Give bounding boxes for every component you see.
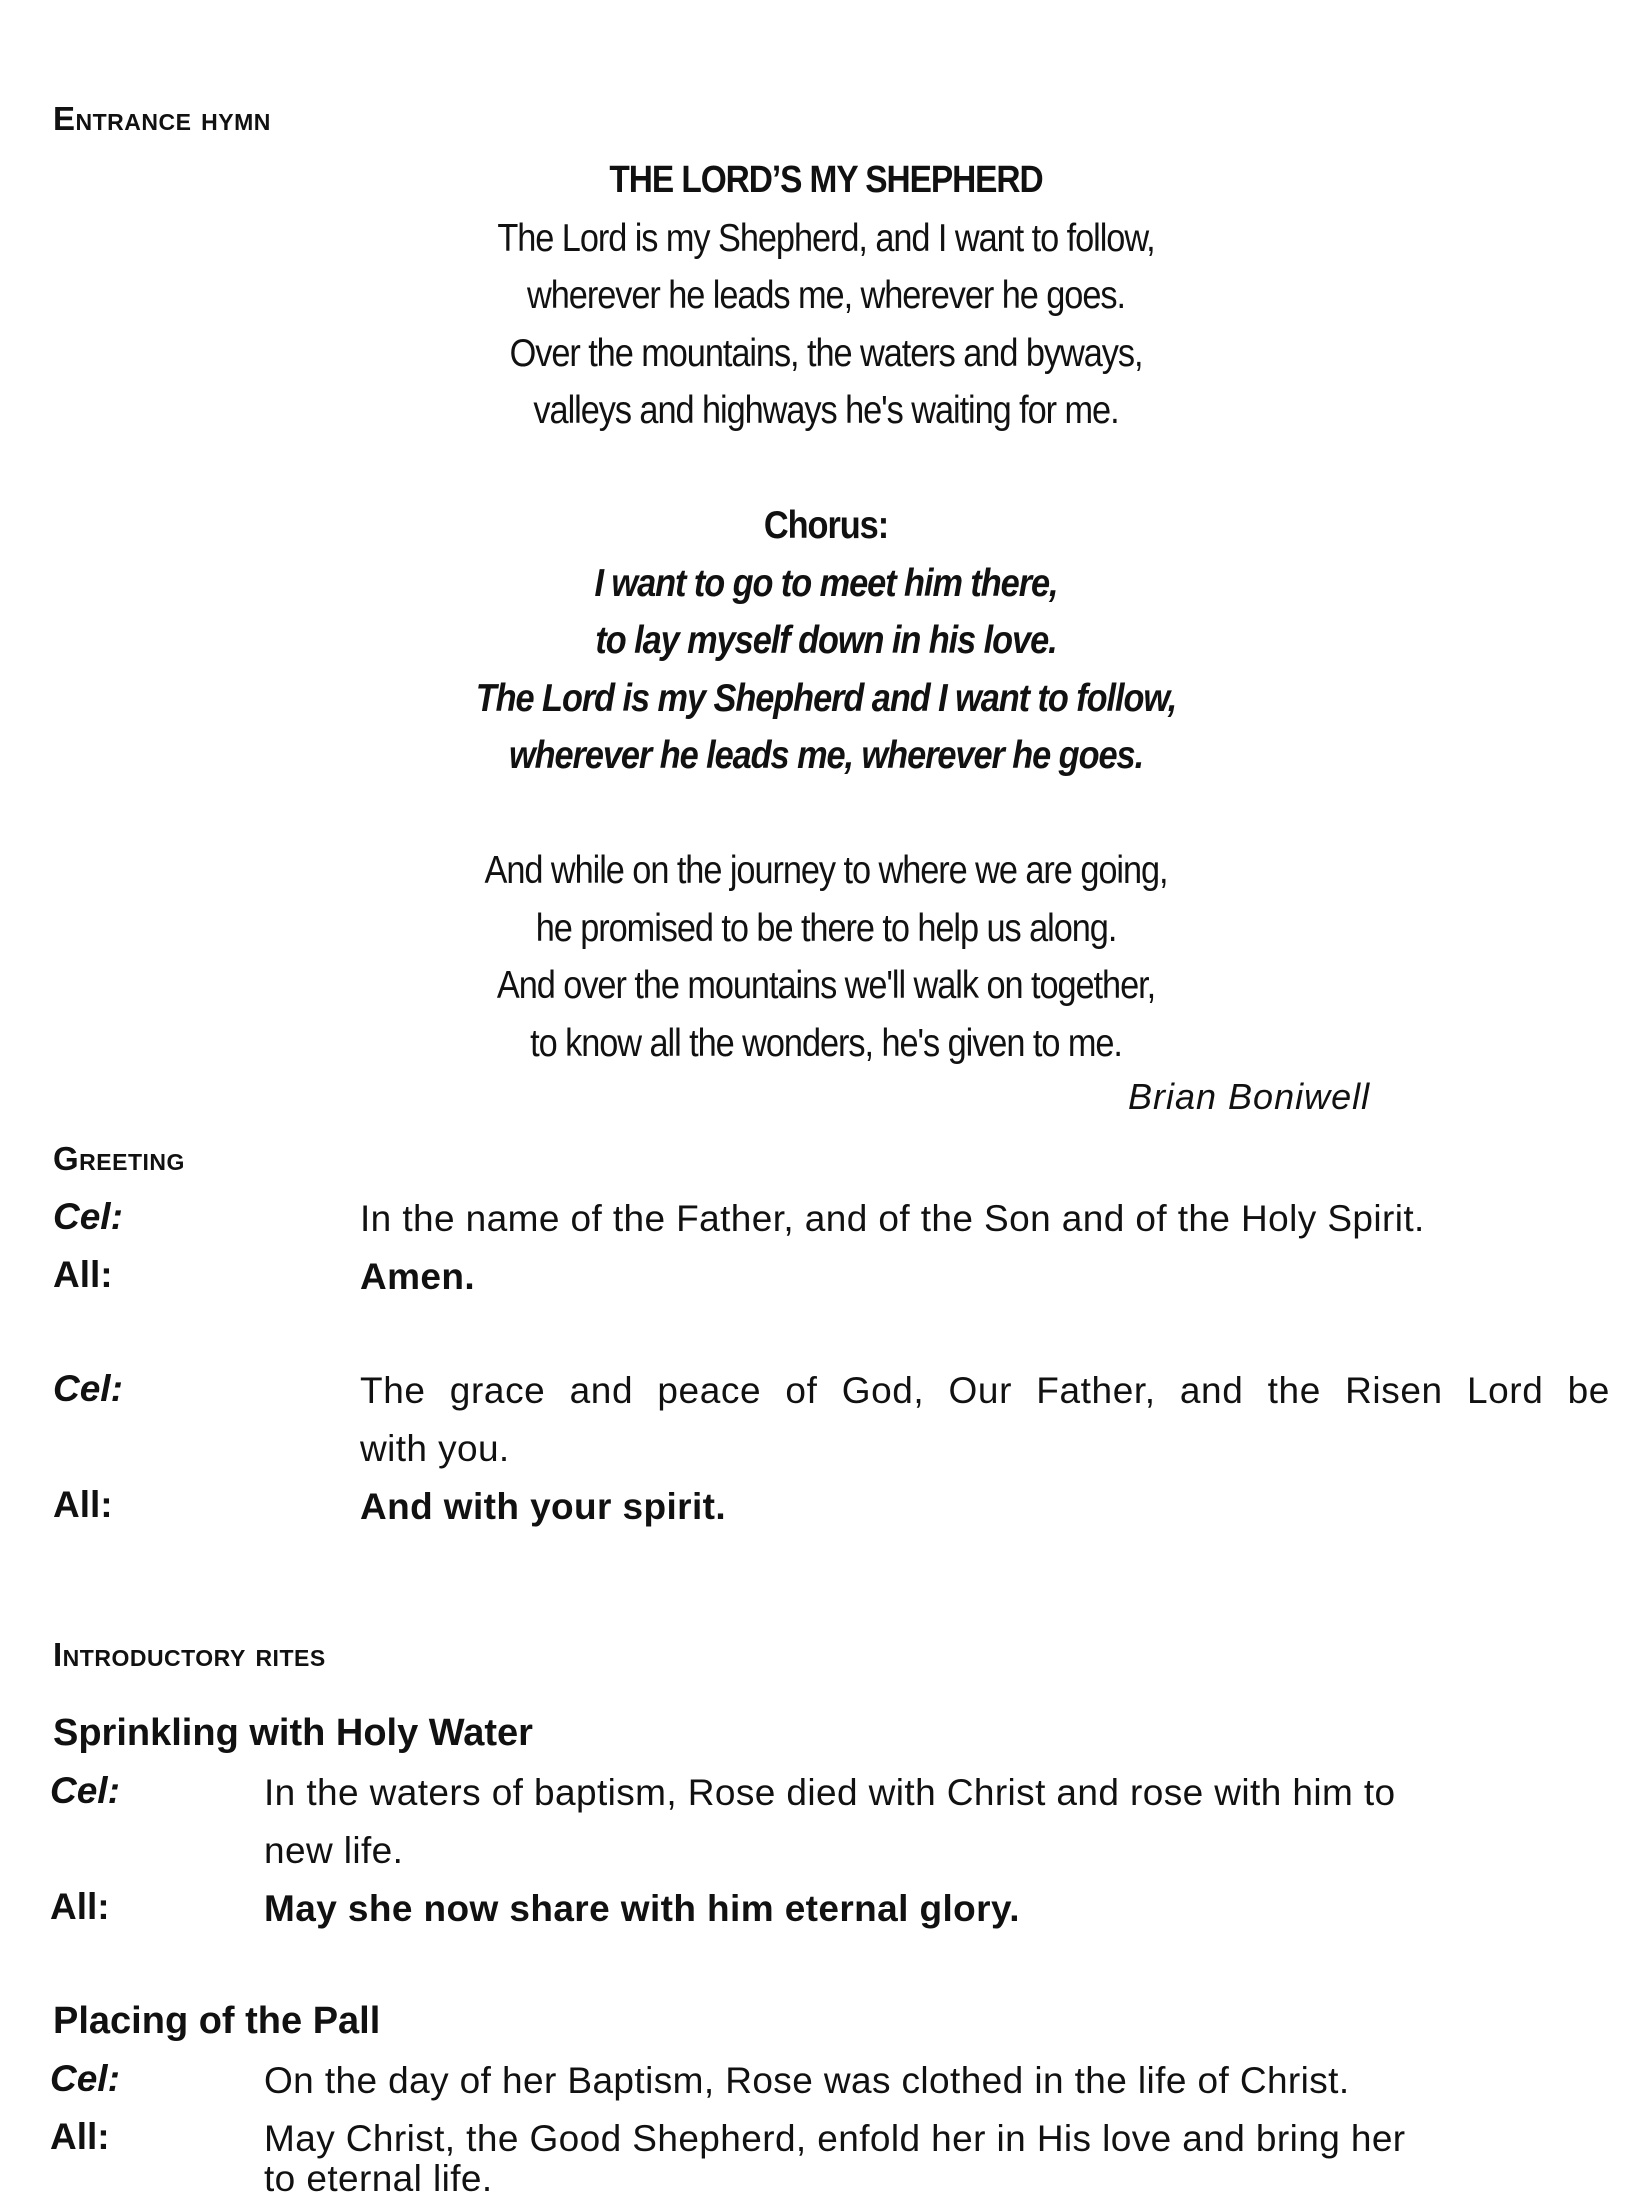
hymn-verse1-line: wherever he leads me, wherever he goes. <box>527 274 1125 317</box>
hymn-title: THE LORD’S MY SHEPHERD <box>609 159 1043 201</box>
pall-cel-line: On the day of her Baptism, Rose was clothed in the life of Christ. <box>264 2060 1350 2101</box>
chorus-line: to lay myself down in his love. <box>595 619 1057 662</box>
introductory-rites-heading: Introductory rites <box>53 1636 326 1673</box>
greeting-line: with you. <box>360 1428 510 1469</box>
speaker-all: All: <box>53 1254 113 1295</box>
hymn-block <box>0 152 1652 1072</box>
sprinkling-response: May she now share with him eternal glory. <box>264 1888 1020 1929</box>
pall-title: Placing of the Pall <box>53 2000 381 2042</box>
chorus-line: I want to go to meet him there, <box>594 561 1058 605</box>
pall-response-line: May Christ, the Good Shepherd, enfold her in His love and bring her <box>264 2118 1406 2159</box>
greeting-heading: Greeting <box>53 1140 185 1177</box>
greeting-response: Amen. <box>360 1256 476 1297</box>
hymn-verse2-line: to know all the wonders, he's given to me. <box>530 1021 1122 1065</box>
sprinkling-title: Sprinkling with Holy Water <box>53 1712 533 1754</box>
hymn-verse1-line: valleys and highways he's waiting for me. <box>533 389 1119 432</box>
speaker-cel: Cel: <box>50 2058 120 2099</box>
greeting-line: The grace and peace of God, Our Father, and the Risen Lord be <box>360 1370 1610 1411</box>
hymn-verse2-line: And over the mountains we'll walk on together, <box>496 964 1156 1007</box>
speaker-all: All: <box>50 1886 110 1927</box>
hymn-verse1-line: The Lord is my Shepherd, and I want to follow, <box>497 216 1155 260</box>
hymn-verse2-line: And while on the journey to where we are going, <box>484 849 1168 892</box>
chorus-line: wherever he leads me, wherever he goes. <box>508 734 1144 777</box>
sprinkling-cel-line: In the waters of baptism, Rose died with Christ and rose with him to <box>264 1772 1396 1813</box>
entrance-hymn-heading: Entrance hymn <box>53 100 271 137</box>
pall-response-line: to eternal life. <box>264 2158 493 2199</box>
hymn-verse2-line: he promised to be there to help us along. <box>535 906 1117 950</box>
speaker-cel: Cel: <box>53 1196 123 1237</box>
hymn-author: Brian Boniwell <box>1128 1076 1371 1117</box>
hymn-verse1-line: Over the mountains, the waters and byways, <box>509 331 1143 375</box>
sprinkling-cel-line: new life. <box>264 1830 404 1871</box>
greeting-response: And with your spirit. <box>360 1486 727 1527</box>
speaker-cel: Cel: <box>50 1770 120 1811</box>
chorus-line: The Lord is my Shepherd and I want to follow, <box>475 676 1177 720</box>
greeting-line: In the name of the Father, and of the Son and of the Holy Spirit. <box>360 1198 1425 1239</box>
speaker-all: All: <box>50 2116 110 2157</box>
chorus-label: Chorus: <box>763 504 889 547</box>
speaker-cel: Cel: <box>53 1368 123 1409</box>
speaker-all: All: <box>53 1484 113 1525</box>
